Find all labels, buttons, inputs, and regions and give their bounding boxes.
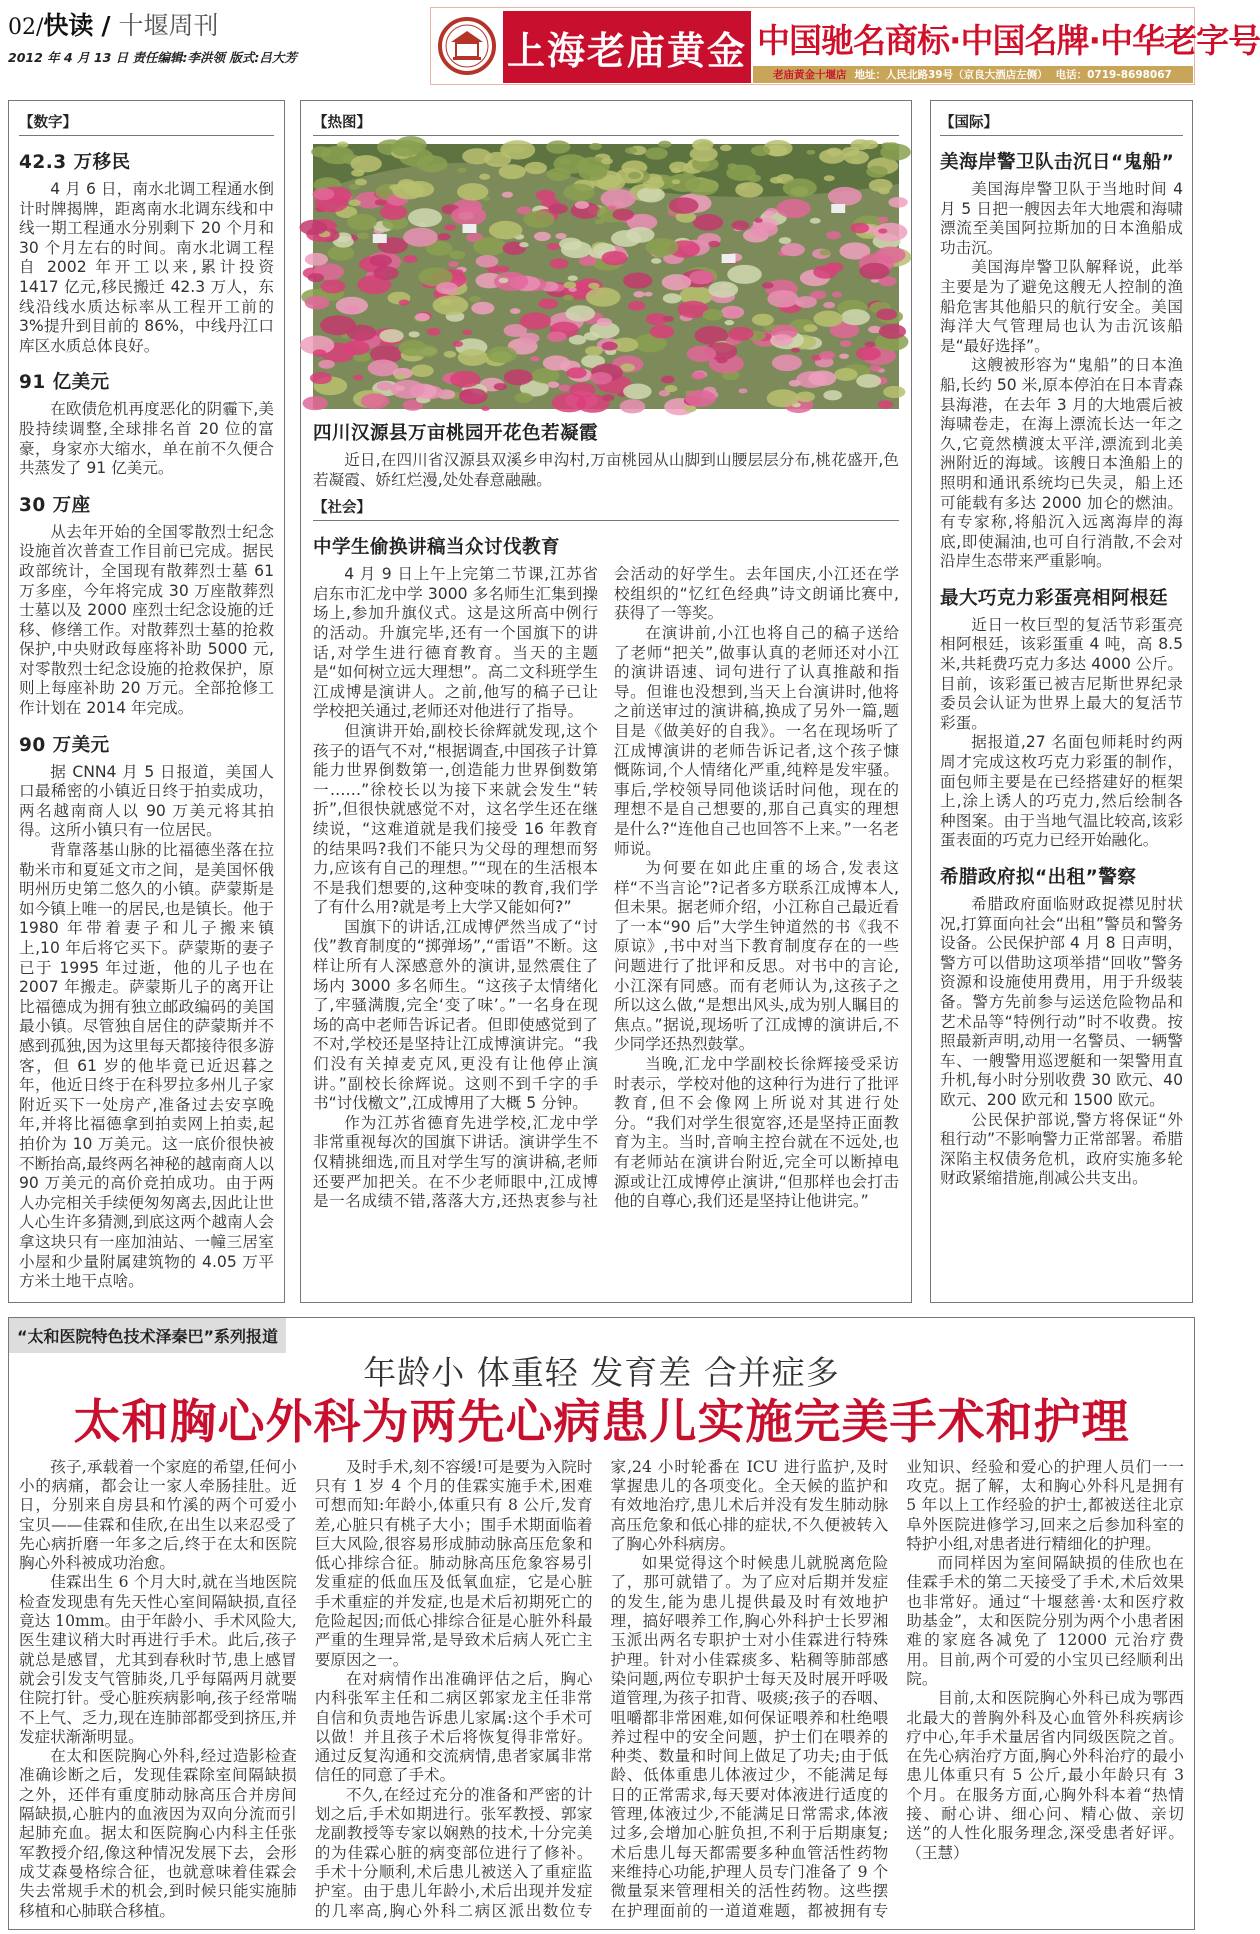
blossom-tree: [504, 369, 533, 385]
blossom-tree: [625, 147, 637, 154]
blossom-tree: [452, 341, 463, 347]
blossom-tree: [519, 333, 539, 344]
paragraph: 4 月 6 日，南水北调工程通水倒计时牌揭牌，距离南水北调东线和中线一期工程通水分别剩下 20 个月和 30 个月左右的时间。南水北调工程自 2002 年开工以来,累计投资 1417 亿元,移民搬迁 42.3 万人，东线沿线水质达标率从工程开工前的 3%提升到目前的 86%，中线丹江口库区水质总体良好。: [19, 180, 274, 355]
blossom-tree: [519, 242, 529, 247]
brief-title: 美海岸警卫队击沉日“鬼船”: [940, 152, 1175, 173]
paragraph: 在演讲前,小江也将自己的稿子送给了老师“把关”,做事认真的老师还对小江的演讲语速、词句进行了认真推敲和指导。但谁也没想到,当天上台演讲时,他将之前送审过的演讲稿,换成了另外一篇,题目是《做美好的自我》。一名在现场听了江成博演讲的老师告诉记者,这个孩子慷慨陈词,个人情绪化严重,纯粹是发牢骚。事后,学校领导同他谈话时问他，现在的理想不是自己想要的,那自己真实的理想是什么?“连他自己也回答不上来。”一名老师说。: [614, 623, 899, 858]
blossom-tree: [623, 273, 652, 289]
blossom-tree: [547, 243, 560, 250]
paragraph: 背靠落基山脉的比福德坐落在拉勒米市和夏延文市之间，是美国怀俄明州历史第二悠久的小镇。萨蒙斯是如今镇上唯一的居民,也是镇长。他于 1980 年带着妻子和儿子搬来镇上,10 年后将它买下。萨蒙斯的妻子已于 1995 年过逝，他的儿子也在 2007 年搬走。萨蒙斯儿子的离开让比福德成为拥有独立邮政编码的美国最小镇。尽管独自居住的萨蒙斯并不感到孤独,因为这里每天都接待很多游客，但 61 岁的他毕竟已近迟暮之年，他近日终于在科罗拉多州儿子家附近买下一处房产,准备过去安享晚年,并将比福德拿到拍卖网上拍卖,起拍价为 10 万美元。这一底价很快被不断抬高,最终两名神秘的越南商人以 90 万美元的高价竞拍成功。由于两人办完相关手续便匆匆离去,因此让世人心生许多猜测,到底这两个越南人会拿这块只有一座加油站、一幢三居室小屋和少量附属建筑物的 4.05 万平方米土地干点啥。: [19, 841, 274, 1291]
feature-headline: 太和胸心外科为两先心病患儿实施完美手术和护理: [73, 1394, 1130, 1450]
blossom-tree: [623, 384, 652, 400]
news-brief: [940, 863, 1183, 1189]
blossom-tree: [602, 394, 614, 401]
paragraph: 据 CNN4 月 5 日报道，美国人口最稀密的小镇近日终于拍卖成功，两名越南商人以 90 万美元将其拍得。这所小镇只有一位居民。: [19, 762, 274, 840]
blossom-tree: [449, 250, 465, 259]
blossom-tree: [313, 349, 327, 356]
paragraph: 美国海岸警卫队于当地时间 4 月 5 日把一艘因去年大地震和海啸漂流至美国阿拉斯加的日本渔船成功击沉。: [940, 180, 1183, 257]
farmhouse: [462, 224, 476, 233]
feature-article: [8, 1317, 1195, 1930]
blossom-tree: [343, 340, 370, 355]
blossom-tree: [651, 258, 661, 264]
paragraph: 在对病情作出准确评估之后，胸心内科张军主任和二病区郭家龙主任非常自信和负责地告诉患儿家属:这个手术可以做！并且孩子术后将恢复得非常好。通过反复沟通和交流病情,患者家属非常信任的同意了手术。: [314, 1669, 593, 1785]
blossom-tree: [690, 146, 718, 161]
blossom-tree: [772, 334, 793, 346]
blossom-tree: [602, 342, 618, 351]
blossom-tree: [327, 246, 354, 261]
blossom-tree: [584, 332, 600, 341]
blossom-tree: [303, 396, 328, 410]
blossom-tree: [347, 214, 377, 231]
blossom-tree: [585, 346, 603, 356]
blossom-tree: [563, 295, 574, 301]
blossom-tree: [856, 347, 881, 361]
blossom-tree: [473, 237, 506, 255]
blossom-tree: [708, 281, 738, 297]
blossom-tree: [687, 179, 718, 196]
center-column: [300, 100, 912, 1303]
blossom-tree: [866, 166, 887, 178]
paragraph: 美国海岸警卫队解释说，此举主要是为了避免这艘无人控制的渔船危害其他船只的航行安全。美国海洋大气管理局也认为击沉该船是“最好选择”。: [940, 258, 1183, 355]
paragraph: 公民保护部说,警方将保证“外租行动”不影响警力正常部署。希腊深陷主权债务危机，政府实施多轮财政紧缩措施,削减公共支出。: [940, 1110, 1183, 1188]
blossom-tree: [828, 187, 862, 206]
blossom-tree: [628, 301, 645, 311]
farmhouse: [373, 234, 387, 243]
blossom-tree: [321, 280, 346, 294]
blossom-tree: [840, 340, 852, 347]
blossom-tree: [875, 247, 905, 264]
blossom-tree: [502, 192, 513, 198]
blossom-tree: [702, 309, 723, 321]
blossom-tree: [375, 199, 386, 205]
blossom-tree: [457, 168, 467, 173]
numbers-column: [8, 100, 285, 1303]
blossom-tree: [662, 274, 692, 290]
farmhouse: [831, 204, 845, 213]
blossom-tree: [357, 232, 369, 239]
blossom-tree: [349, 184, 360, 190]
feature-body: [19, 1458, 1184, 1921]
feature-subtitle: 年龄小 体重轻 发育差 合并症多: [363, 1352, 840, 1392]
blossom-tree: [417, 155, 448, 172]
section-name: 快读: [43, 11, 94, 40]
blossom-tree: [321, 146, 354, 164]
blossom-tree: [476, 255, 499, 268]
ad-contact-bar: [753, 66, 1193, 83]
blossom-tree: [347, 325, 376, 341]
blossom-tree: [832, 292, 842, 298]
blossom-tree: [637, 187, 665, 202]
paragraph: 在太和医院胸心外科,经过造影检查准确诊断之后，发现佳霖除室间隔缺损之外，还伴有重度肺动脉高压合并房间隔缺损,心脏内的血液因为双向分流而引起肺充血。据太和医院胸心内科主任张军教授介绍,像这种情况发展下去，会形成艾森曼格综合征，也就意味着佳霖会失去常规手术的机会,到时候只能实施肺移植和心肺联合移植。: [19, 1747, 297, 1920]
blossom-tree: [876, 309, 897, 321]
blossom-tree: [725, 320, 735, 325]
paragraph: 但演讲开始,副校长徐辉就发现,这个孩子的语气不对,“根据调查,中国孩子计算能力世界倒数第一,创造能力世界倒数第一……”徐校长以为接下来就会发生“转折”,但很快就感觉不对，这名学生还在继续说，“这难道就是我们接受 16 年教育的结果吗?我们不能只为父母的理想而努力,应该有自己的理想。”“现在的生活根本不是我们想要的,这种变味的教育,我们学了有什么用?就是考上大学又能如何?”: [313, 721, 598, 917]
blossom-tree: [689, 270, 714, 284]
blossom-tree: [589, 143, 602, 150]
blossom-tree: [550, 172, 566, 181]
blossom-tree: [499, 164, 526, 179]
blossom-tree: [752, 314, 774, 326]
blossom-tree: [844, 150, 869, 164]
ad-phone: 电话：0719-8698067: [1055, 69, 1172, 81]
blossom-tree: [547, 331, 566, 342]
blossom-tree: [373, 266, 398, 280]
blossom-tree: [409, 331, 420, 337]
paragraph: 如果觉得这个时候患儿就脱离危险了，那可就错了。为了应对后期并发症的发生,能为患儿提供最及时有效地护理，搞好喂养工作,胸心外科护士长罗湘玉派出两名专职护士对小佳霖进行特殊护理。针对小佳霖痰多、粘稠等肺部感染问题,两位专职护士每天及时展开呼吸道管理,为孩子扣背、吸痰;孩子的吞咽、咀嚼都非常困难,如何保证喂养和杜绝喂养过程中的安全问题，护士们在喂养的种类、数量和时间上做足了功夫;由于低龄、低体重患儿体液过少，不能满足每日的正常需求,每天要对体液进行适度的管理,体液过少,不能满足日常需求,体液过多,会增加心脏负担,不利于后期康复;术后患儿每天都需要多种血管活性药物来维持心功能,护理人员专门准备了 9 个微量泵来管理相关的活性药物。这些摆在护理面前的一道道难题，都被拥有专业知识、经验和爱心的护理人员们一一攻克。据了解，太和胸心外科凡是拥有 5 年以上工作经验的护士,都被送往北京阜外医院进修学习,回来之后参加科室的特护小组,对患者进行精细化的护理。: [610, 1457, 1184, 1920]
blossom-tree: [878, 229, 887, 234]
blossom-tree: [783, 178, 817, 197]
paragraph: 目前,太和医院胸心外科已成为鄂西北最大的普胸外科及心血管外科疾病诊疗中心,年手术量居省内同级医院之首。在先心病治疗方面,胸心外科治疗的最小患儿体重只有 5 公斤,最小年龄只有 3 个月。在服务方面,心胸外科本着“热情接、耐心讲、细心问、精心做、亲切送”的人性化服务理念,深受患者好评。（王慧）: [906, 1689, 1184, 1862]
blossom-tree: [403, 228, 438, 247]
blossom-tree: [408, 208, 442, 227]
blossom-tree: [471, 302, 494, 315]
blossom-tree: [567, 367, 587, 378]
page-header: [0, 0, 1260, 100]
blossom-tree: [693, 214, 723, 231]
paragraph: 当晚,汇龙中学副校长徐辉接受采访时表示，学校对他的这种行为进行了批评教育,但不会像网上所说对其进行处分。“我们对学生很宽容,还是坚持正面教育为主。当时,音响主控台就在不远处,也有老师站在演讲台附近,完全可以断掉电源或让江成博停止演讲,“但那样也会打击他的自尊心,我们还是坚持让他讲完。”: [614, 1055, 899, 1211]
blossom-tree: [594, 219, 604, 224]
blossom-tree: [732, 220, 750, 230]
blossom-tree: [499, 278, 509, 283]
paper-name: 十堰周刊: [118, 11, 219, 40]
blossom-tree: [520, 312, 551, 329]
blossom-tree: [565, 305, 595, 321]
blossom-tree: [444, 224, 456, 230]
photo-title: 四川汉源县万亩桃园开花色若凝霞: [313, 423, 599, 444]
ad-address: 地址：人民北路39号（京良大酒店左侧）: [854, 69, 1048, 81]
blossom-tree: [318, 360, 335, 369]
blossom-tree: [546, 140, 570, 153]
blossom-tree: [369, 254, 391, 266]
brief-title: 30 万座: [19, 494, 91, 516]
blossom-tree: [728, 327, 753, 341]
paragraph: 国旗下的讲话,江成博俨然当成了“讨伐”教育制度的“掷弹场”,“雷语”不断。这样让所有人深感意外的演讲,显然震住了场内 3000 多名师生。“这孩子太情绪化了,牢骚满腹,完全‘变了味’。”一名身在现场的高中老师告诉记者。但即使感觉到了不对,学校还是坚持让江成博演讲完。“我们没有关掉麦克风,更没有让他停止演讲。”副校长徐辉说。这则不到千字的手书“讨伐檄文”,江成博用了大概 5 分钟。: [313, 917, 598, 1113]
paragraph: 4 月 9 日上午上完第二节课,江苏省启东市汇龙中学 3000 多名师生汇集到操场上,参加升旗仪式。这是这所高中例行的活动。升旗完毕,还有一个国旗下的讲话,对学生进行德育教育。当天的主题是“如何树立远大理想”。高二文科班学生江成博是演讲人。之前,他写的稿子已让学校把关通过,老师还对他进行了指导。: [313, 565, 598, 721]
pavilion-logo-icon: [435, 12, 499, 80]
blossom-tree: [600, 189, 635, 209]
article-body: [313, 565, 899, 1212]
news-brief: [940, 584, 1183, 851]
blossom-tree: [310, 372, 332, 384]
blossom-tree: [415, 313, 430, 321]
blossom-tree: [727, 163, 737, 168]
blossom-tree: [721, 306, 745, 319]
blossom-tree: [803, 324, 817, 332]
blossom-tree: [550, 258, 569, 268]
blossom-tree: [349, 199, 361, 206]
blossom-tree: [888, 197, 907, 208]
blossom-tree: [305, 253, 328, 266]
blossom-tree: [691, 372, 705, 380]
blossom-tree: [481, 406, 489, 411]
blossom-tree: [563, 282, 576, 289]
blossom-tree: [633, 291, 644, 297]
blossom-tree: [597, 318, 612, 326]
paragraph: 佳霖出生 6 个月大时,就在当地医院检查发现患有先天性心室间隔缺损,直径竟达 10mm。由于年龄小、手术风险大,医生建议稍大时再进行手术。此后,孩子就总是感冒，尤其到春秋时节,患上感冒就会引发支气管肺炎,几乎每隔两月就要住院打针。受心脏疾病影响,孩子经常喘不上气、乏力,现在连肺部都受到挤压,并发症状渐渐明显。: [19, 1573, 297, 1746]
blossom-tree: [575, 201, 589, 209]
blossom-tree: [353, 375, 363, 381]
blossom-tree: [448, 261, 458, 267]
blossom-tree: [747, 174, 761, 182]
blossom-tree: [411, 365, 434, 378]
blossom-tree: [344, 305, 360, 314]
blossom-tree: [708, 241, 720, 247]
blossom-tree: [650, 325, 674, 338]
top-section: [8, 100, 1193, 1303]
blossom-tree: [628, 172, 641, 179]
blossom-tree: [823, 302, 835, 309]
blossom-tree: [776, 199, 810, 218]
ad-slogan: 中国驰名商标·中国名牌·中华老字号: [757, 20, 1260, 60]
blossom-tree: [437, 233, 450, 240]
paragraph: 而同样因为室间隔缺损的佳欣也在佳霖手术的第二天接受了手术,术后效果也非常好。通过“十堰慈善·太和医疗救助基金”，太和医院分别为两个小患者困难的家庭各减免了 12000 元治疗费用。目前,两个可爱的小宝贝已经顺利出院。: [906, 1554, 1184, 1688]
blossom-tree: [436, 282, 458, 294]
blossom-tree: [299, 220, 327, 235]
blossom-tree: [601, 158, 613, 165]
blossom-tree: [403, 255, 417, 263]
blossom-tree: [751, 145, 770, 156]
series-label: “太和医院特色技术泽秦巴”系列报道: [9, 1318, 286, 1353]
blossom-tree: [414, 142, 422, 147]
masthead: [8, 6, 297, 66]
society-section-label: 【社会】: [313, 496, 899, 521]
paragraph: 不久,在经过充分的准备和严密的计划之后,手术如期进行。张军教授、郭家龙副教授等专家以娴熟的技术,十分完美的为佳霖心脏的病变部位进行了修补。手术十分顺利,术后患儿被送入了重症监护室。由于患儿年龄小,术后出现并发症的几率高,胸心外科二病区派出数位专家,24 小时轮番在 ICU 进行监护,及时掌握患儿的各项变化。全天候的监护和有效地治疗,患儿术后并没有发生肺动脉高压危象和低心排的症状,不久便被转入了胸心外科病房。: [314, 1457, 889, 1920]
blossom-tree: [856, 374, 881, 388]
paragraph: 希腊政府面临财政捉襟见肘状况,打算面向社会“出租”警员和警务设备。公民保护部 4 月 8 日声明，警方可以借助这项举措“回收”警务资源和设施使用费用，用于升级装备。警方先前参与运送危险物品和艺术品等“特例行动”时不收费。按照最新声明,动用一名警员、一辆警车、一艘警用巡逻艇和一架警用直升机,每小时分别收费 30 欧元、40 欧元、200 欧元和 1500 欧元。: [940, 895, 1183, 1109]
section-label: 【数字】: [19, 111, 274, 136]
blossom-tree: [380, 205, 407, 220]
blossom-tree: [549, 204, 568, 214]
blossom-tree: [781, 243, 805, 256]
blossom-tree: [824, 175, 835, 181]
blossom-tree: [494, 383, 507, 390]
blossom-tree: [658, 141, 671, 148]
blossom-tree: [534, 232, 551, 241]
brief-title: 希腊政府拟“出租”警察: [940, 867, 1137, 888]
blossom-tree: [685, 390, 716, 407]
blossom-tree: [561, 241, 592, 258]
blossom-tree: [823, 390, 842, 400]
blossom-tree: [762, 282, 774, 288]
advertisement-banner[interactable]: [430, 7, 1260, 85]
peach-blossom-photo: [313, 144, 899, 409]
brief-title: 42.3 万移民: [19, 152, 131, 173]
international-column: [930, 100, 1193, 1303]
blossom-tree: [558, 384, 571, 391]
blossom-tree: [607, 205, 616, 210]
blossom-tree: [525, 162, 547, 174]
blossom-tree: [663, 316, 674, 322]
blossom-tree: [864, 341, 875, 347]
blossom-tree: [883, 386, 905, 398]
section-label: 【国际】: [940, 111, 1183, 136]
blossom-tree: [416, 345, 438, 357]
blossom-tree: [395, 374, 406, 380]
blossom-tree: [379, 329, 403, 342]
blossom-tree: [450, 371, 480, 388]
blossom-tree: [808, 371, 836, 386]
blossom-tree: [498, 266, 510, 272]
blossom-tree: [869, 365, 881, 371]
blossom-tree: [727, 265, 762, 284]
blossom-tree: [663, 293, 682, 303]
blossom-tree: [440, 299, 452, 306]
blossom-tree: [885, 142, 900, 150]
blossom-tree: [687, 346, 717, 362]
blossom-tree: [427, 328, 441, 336]
blossom-tree: [720, 145, 732, 151]
blossom-tree: [487, 346, 517, 363]
blossom-tree: [813, 311, 843, 327]
paragraph: 近日,在四川省汉源县双溪乡申沟村,万亩桃园从山脚到山腰层层分布,桃花盛开,色若凝霞、娇红烂漫,处处春意融融。: [313, 451, 899, 489]
blossom-tree: [671, 167, 681, 173]
blossom-tree: [308, 273, 324, 282]
paragraph: 从去年开始的全国零散烈士纪念设施首次普查工作目前已完成。据民政部统计，全国现有散葬烈士墓 61 万多座，今年将完成 30 万座散葬烈士墓以及 2000 座烈士纪念设施的迁移、修缮工作。对散葬烈士墓的抢救保护,中央财政每座将补助 5000 元,对零散烈士纪念设施的抢救保护，原则上每座补助 20 万元。全部抢修工作计划在 2014 年完成。: [19, 522, 274, 718]
blossom-tree: [305, 296, 330, 310]
blossom-tree: [602, 251, 628, 265]
blossom-tree: [395, 386, 405, 391]
blossom-tree: [841, 309, 870, 325]
blossom-tree: [579, 165, 607, 181]
blossom-tree: [530, 356, 540, 361]
blossom-tree: [645, 147, 668, 159]
blossom-tree: [684, 406, 696, 413]
blossom-tree: [750, 222, 778, 237]
paragraph: 近日一枚巨型的复活节彩蛋亮相阿根廷，该彩蛋重 4 吨，高 8.5 米,共耗费巧克力多达 4000 公斤。目前，该彩蛋已被吉尼斯世界纪录委员会认证为世界上最大的复活节彩蛋。: [940, 615, 1183, 732]
blossom-tree: [767, 389, 799, 407]
blossom-tree: [391, 140, 421, 157]
blossom-tree: [859, 263, 889, 280]
blossom-tree: [536, 190, 555, 201]
news-brief: [19, 491, 274, 719]
paragraph: 作为江苏省德育先进学校,汇龙中学非常重视每次的国旗下讲话。演讲学生不仅精挑细选,而且对学生写的演讲稿,老师还要严加把关。在不少老师眼中,江成博是一名成绩不错,落落大方,还热衷参与社会活动的好学生。去年国庆,小江还在学校组织的“忆红色经典”诗文朗诵比赛中,获得了一等奖。: [313, 565, 899, 1211]
blossom-tree: [457, 183, 489, 200]
blossom-tree: [810, 218, 821, 224]
blossom-tree: [878, 400, 893, 408]
blossom-tree: [869, 179, 893, 192]
blossom-tree: [563, 184, 595, 202]
blossom-tree: [543, 355, 570, 370]
dateline: 2012 年 4 月 13 日 责任编辑:李洪领 版式:吕大芳: [8, 50, 297, 65]
blossom-tree: [772, 354, 802, 371]
blossom-tree: [469, 296, 481, 302]
blossom-tree: [819, 351, 835, 360]
blossom-tree: [552, 393, 587, 412]
blossom-tree: [779, 237, 791, 244]
paragraph: 孩子,承载着一个家庭的希望,任何小小的病痛，都会让一家人牵肠挂肚。近日，分别来自房县和竹溪的两个可爱小宝贝——佳霖和佳欣,在出生以来忍受了先心病折磨一年多之后,终于在太和医院胸心外科被成功治愈。: [19, 1457, 297, 1573]
blossom-tree: [659, 390, 670, 396]
blossom-tree: [877, 217, 888, 223]
news-brief: [19, 368, 274, 478]
paragraph: 为何要在如此庄重的场合,发表这样“不当言论”?记者多方联系江成博本人,但未果。据老师介绍，小江称自己最近看了一本“90 后”大学生钟道然的书《我不原谅》,书中对当下教育制度存在的一些问题进行了批评和反思。对书中的言论,小江深有同感。而有老师认为,这孩子之所以这么做,“是想出风头,成为别人瞩目的焦点。”据说,现场听了江成博的演讲后,不少同学还热烈鼓掌。: [614, 859, 899, 1054]
blossom-tree: [826, 231, 841, 239]
page-number: 02/: [8, 15, 44, 40]
brief-title: 91 亿美元: [19, 372, 110, 394]
blossom-tree: [560, 159, 571, 165]
blossom-tree: [789, 380, 801, 387]
blossom-tree: [313, 188, 335, 200]
news-brief: [19, 731, 274, 1292]
blossom-tree: [555, 233, 566, 239]
blossom-tree: [850, 223, 869, 233]
blossom-tree: [590, 372, 612, 384]
blossom-tree: [839, 353, 849, 358]
blossom-tree: [820, 249, 831, 255]
blossom-tree: [510, 308, 521, 314]
blossom-tree: [433, 295, 469, 315]
blossom-tree: [458, 349, 489, 366]
blossom-tree: [399, 300, 410, 306]
blossom-tree: [568, 275, 578, 281]
blossom-tree: [377, 382, 393, 391]
blossom-tree: [479, 174, 490, 180]
ad-brand: 上海老庙黄金: [503, 11, 751, 83]
paragraph: 这艘被形容为“鬼船”的日本渔船,长约 50 米,原本停泊在日本青森县海港，在去年 3 月的大地震后被海啸卷走，在海上漂流长达一年之久,它竟然横渡太平洋,漂流到北美洲附近的海域。该艘日本渔船上的照明和通讯系统均已失灵，船上还可能载有多达 2000 加仑的燃油。有专家称,将船沉入远离海岸的海底,即使漏油,也可自行消散,不会对沿岸生态带来严重影响。: [940, 356, 1183, 571]
blossom-tree: [611, 230, 641, 247]
blossom-tree: [459, 388, 488, 404]
news-brief: [940, 148, 1183, 572]
blossom-tree: [763, 211, 774, 217]
blossom-tree: [462, 330, 472, 335]
blossom-tree: [361, 393, 390, 409]
blossom-tree: [672, 179, 681, 184]
blossom-tree: [392, 182, 424, 200]
ad-store: 老庙黄金十堰店: [773, 69, 847, 81]
blossom-tree: [514, 393, 532, 403]
blossom-tree: [661, 376, 675, 384]
blossom-tree: [807, 150, 816, 155]
blossom-tree: [350, 155, 381, 172]
blossom-tree: [879, 324, 906, 339]
brief-title: 90 万美元: [19, 734, 110, 756]
blossom-tree: [500, 140, 535, 159]
blossom-tree: [523, 211, 554, 228]
blossom-tree: [645, 238, 678, 256]
brief-title: 最大巧克力彩蛋亮相阿根廷: [940, 587, 1169, 609]
blossom-tree: [586, 288, 621, 307]
blossom-tree: [612, 209, 634, 221]
blossom-tree: [588, 283, 599, 289]
blossom-tree: [451, 206, 486, 226]
blossom-tree: [834, 368, 857, 381]
photo-section-label: 【热图】: [313, 111, 899, 136]
blossom-tree: [620, 399, 646, 413]
article-title: 中学生偷换讲稿当众讨伐教育: [313, 537, 561, 559]
blossom-tree: [739, 388, 748, 393]
blossom-tree: [791, 348, 800, 353]
paragraph: 及时手术,刻不容缓!可是要为入院时只有 1 岁 4 个月的佳霖实施手术,困难可想而知:年龄小,体重只有 8 公斤,发育差,心脏只有桃子大小；围手术期面临着巨大风险,很容易形成肺动脉高压危象和低心排综合征。肺动脉高压危象容易引发重症的低血压及低氧血症，它是心脏手术重症的并发症,也是术后初期死亡的危险起因;而低心排综合征是心脏外科最严重的生理异常,是导致术后病人死亡主要原因之一。: [314, 1457, 593, 1669]
blossom-tree: [444, 351, 456, 358]
paragraph: 在欧债危机再度恶化的阴霾下,美股持续调整,全球排名首 20 位的富豪，身家亦大缩水，单在前不久便合共蒸发了 91 亿美元。: [19, 400, 274, 478]
blossom-tree: [735, 182, 763, 197]
blossom-tree: [547, 381, 559, 388]
separator: /: [101, 11, 111, 40]
blossom-tree: [826, 148, 842, 157]
blossom-tree: [754, 218, 762, 223]
farmhouse: [722, 254, 736, 263]
blossom-tree: [539, 298, 558, 309]
blossom-tree: [644, 292, 653, 297]
blossom-tree: [669, 197, 699, 214]
news-brief: [19, 148, 274, 356]
blossom-tree: [813, 265, 837, 278]
blossom-tree: [767, 290, 798, 307]
paragraph: 据报道,27 名面包师耗时约两周才完成这枚巧克力彩蛋的制作，面包师主要是在已经搭建好的框架上,涂上诱人的巧克力,然后绘制各种图案。由于当地气温比较高,该彩蛋表面的巧克力已经开始融化。: [940, 733, 1183, 850]
blossom-tree: [489, 221, 523, 240]
